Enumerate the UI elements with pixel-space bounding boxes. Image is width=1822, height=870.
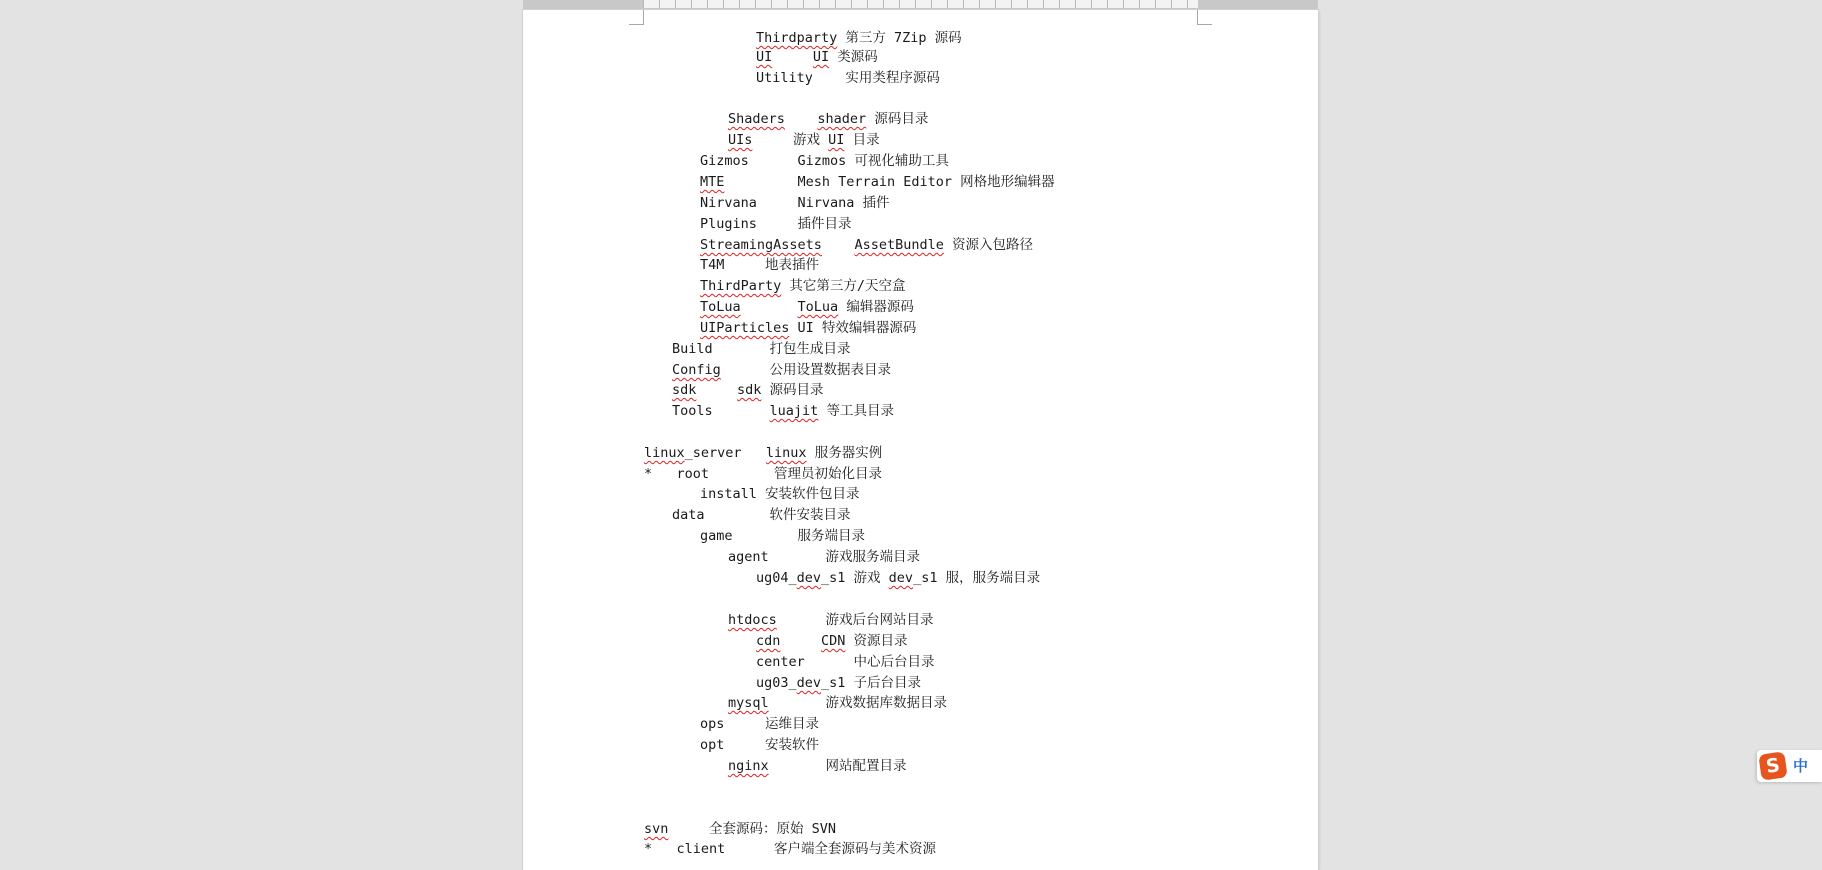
doc-line xyxy=(756,48,878,67)
doc-text: * root 管理员初始化目录 xyxy=(644,466,883,482)
spellcheck-flagged-word: Config xyxy=(672,362,721,378)
doc-text: 公用设置数据表目录 xyxy=(720,362,892,378)
spellcheck-flagged-word: UIs xyxy=(728,132,753,148)
spellcheck-flagged-word: cdn xyxy=(756,633,781,649)
spellcheck-flagged-word: UI xyxy=(828,132,845,148)
doc-text: 其它第三方/天空盒 xyxy=(781,278,906,294)
spellcheck-flagged-word: ToLua xyxy=(700,299,741,315)
doc-line xyxy=(700,256,819,275)
doc-text: 类源码 xyxy=(829,49,878,65)
doc-line xyxy=(756,674,921,693)
spellcheck-flagged-word: UIParticles xyxy=(700,320,790,336)
doc-text: 游戏 xyxy=(752,132,829,148)
doc-text: 等工具目录 xyxy=(818,403,894,419)
doc-line xyxy=(700,527,865,546)
doc-text: 游戏后台网站目录 xyxy=(776,612,934,628)
doc-text xyxy=(741,298,798,317)
spellcheck-flagged-word: sdk xyxy=(672,382,697,398)
spellcheck-flagged-word: AssetBundle xyxy=(854,237,944,253)
spellcheck-flagged-word: mysql xyxy=(728,695,769,711)
doc-line xyxy=(672,361,891,380)
doc-text: 游戏数据库数据目录 xyxy=(768,695,948,711)
spellcheck-flagged-word: shader xyxy=(817,111,867,127)
doc-line xyxy=(700,215,852,234)
doc-text: 源码目录 xyxy=(866,111,929,127)
doc-line xyxy=(700,194,890,213)
page-corner-mark-left xyxy=(629,10,644,25)
doc-line xyxy=(728,548,920,567)
sogou-logo-icon[interactable]: S xyxy=(1758,751,1787,780)
doc-text: 第三方 7Zip 源码 xyxy=(837,30,962,46)
doc-line xyxy=(672,506,851,525)
doc-text: install 安装软件包目录 xyxy=(700,486,860,502)
doc-line xyxy=(644,465,882,484)
doc-text: T4M 地表插件 xyxy=(700,257,820,273)
spellcheck-flagged-word: Thirdparty xyxy=(756,30,838,46)
doc-text: Mesh Terrain Editor 网格地形编辑器 xyxy=(724,174,1055,190)
horizontal-ruler[interactable] xyxy=(523,0,1318,9)
doc-line xyxy=(756,632,908,651)
doc-text: ops 运维目录 xyxy=(700,716,820,732)
spellcheck-flagged-word: dev xyxy=(888,570,914,586)
doc-text: opt 安装软件 xyxy=(700,737,820,753)
spellcheck-flagged-word: StreamingAssets xyxy=(700,237,822,253)
doc-text: data 软件安装目录 xyxy=(672,507,851,523)
doc-line xyxy=(756,653,935,672)
doc-line xyxy=(756,69,940,88)
doc-line xyxy=(644,820,836,839)
doc-text: 源码目录 xyxy=(761,382,824,398)
doc-text: _s1 子后台目录 xyxy=(821,675,922,691)
doc-line xyxy=(700,298,914,317)
doc-line xyxy=(700,715,819,734)
spellcheck-flagged-word: UI xyxy=(756,49,773,65)
doc-line xyxy=(728,757,907,776)
spellcheck-flagged-word: htdocs xyxy=(728,612,777,628)
doc-line xyxy=(728,110,928,129)
doc-line xyxy=(728,611,934,630)
doc-text: ug03_ xyxy=(756,675,797,691)
doc-text: _s1 服，服务端目录 xyxy=(913,570,1041,586)
ruler-left-margin[interactable] xyxy=(523,0,643,8)
doc-text: agent 游戏服务端目录 xyxy=(728,549,921,565)
doc-text xyxy=(772,48,813,67)
spellcheck-flagged-word: CDN xyxy=(821,633,846,649)
spellcheck-flagged-word: svn xyxy=(644,821,669,837)
doc-text: center 中心后台目录 xyxy=(756,654,935,670)
ime-language-toggle[interactable]: 中 xyxy=(1793,757,1809,775)
doc-text: Utility 实用类程序源码 xyxy=(756,70,940,86)
spellcheck-flagged-word: linux xyxy=(644,445,685,461)
doc-text: * client 客户端全套源码与美术资源 xyxy=(644,841,937,857)
doc-text: game 服务端目录 xyxy=(700,528,866,544)
doc-line xyxy=(756,569,1040,588)
doc-line xyxy=(700,319,916,338)
doc-text: 编辑器源码 xyxy=(838,299,914,315)
doc-text: Gizmos Gizmos 可视化辅助工具 xyxy=(700,153,949,169)
doc-text: Tools xyxy=(672,403,770,419)
doc-line xyxy=(644,840,936,859)
doc-text xyxy=(822,236,855,255)
doc-text: _server xyxy=(684,445,766,461)
doc-text: 目录 xyxy=(844,132,880,148)
doc-line xyxy=(644,444,882,463)
doc-text: _s1 游戏 xyxy=(821,570,889,586)
doc-line xyxy=(700,152,949,171)
doc-text: 网站配置目录 xyxy=(768,758,907,774)
doc-line xyxy=(672,402,894,421)
doc-line xyxy=(700,173,1055,192)
spellcheck-flagged-word: linux xyxy=(765,445,807,461)
doc-text: ug04_ xyxy=(756,570,797,586)
doc-line xyxy=(672,340,851,359)
doc-text xyxy=(696,381,737,400)
doc-text: 服务器实例 xyxy=(806,445,883,461)
doc-line xyxy=(756,29,962,48)
spellcheck-flagged-word: MTE xyxy=(700,174,725,190)
doc-line xyxy=(700,277,906,296)
spellcheck-flagged-word: UI xyxy=(812,49,830,65)
doc-line xyxy=(700,236,1033,255)
doc-line xyxy=(728,694,947,713)
spellcheck-flagged-word: dev xyxy=(796,675,822,691)
ime-status-bar[interactable] xyxy=(1757,750,1822,782)
spellcheck-flagged-word: dev xyxy=(796,570,822,586)
doc-text: 全套源码：原始 SVN xyxy=(668,821,837,837)
doc-text: 资源入包路径 xyxy=(943,237,1033,253)
doc-line xyxy=(700,736,819,755)
doc-text: 资源目录 xyxy=(845,633,908,649)
doc-line xyxy=(728,131,880,150)
document-page[interactable] xyxy=(523,10,1318,870)
ruler-right-margin[interactable] xyxy=(1198,0,1318,8)
page-corner-mark-right xyxy=(1197,10,1212,25)
doc-text: Nirvana Nirvana 插件 xyxy=(700,195,890,211)
spellcheck-flagged-word: luajit xyxy=(769,403,819,419)
doc-line xyxy=(700,485,860,504)
doc-text: Build 打包生成目录 xyxy=(672,341,851,357)
doc-line xyxy=(672,381,824,400)
spellcheck-flagged-word: ThirdParty xyxy=(700,278,782,294)
doc-text xyxy=(785,110,818,129)
spellcheck-flagged-word: ToLua xyxy=(797,299,839,315)
doc-text xyxy=(780,632,821,651)
spellcheck-flagged-word: sdk xyxy=(737,382,762,398)
ruler-ticks xyxy=(643,0,1198,8)
spellcheck-flagged-word: Shaders xyxy=(728,111,785,127)
spellcheck-flagged-word: nginx xyxy=(728,758,769,774)
doc-text: UI 特效编辑器源码 xyxy=(789,320,917,336)
doc-text: Plugins 插件目录 xyxy=(700,216,852,232)
